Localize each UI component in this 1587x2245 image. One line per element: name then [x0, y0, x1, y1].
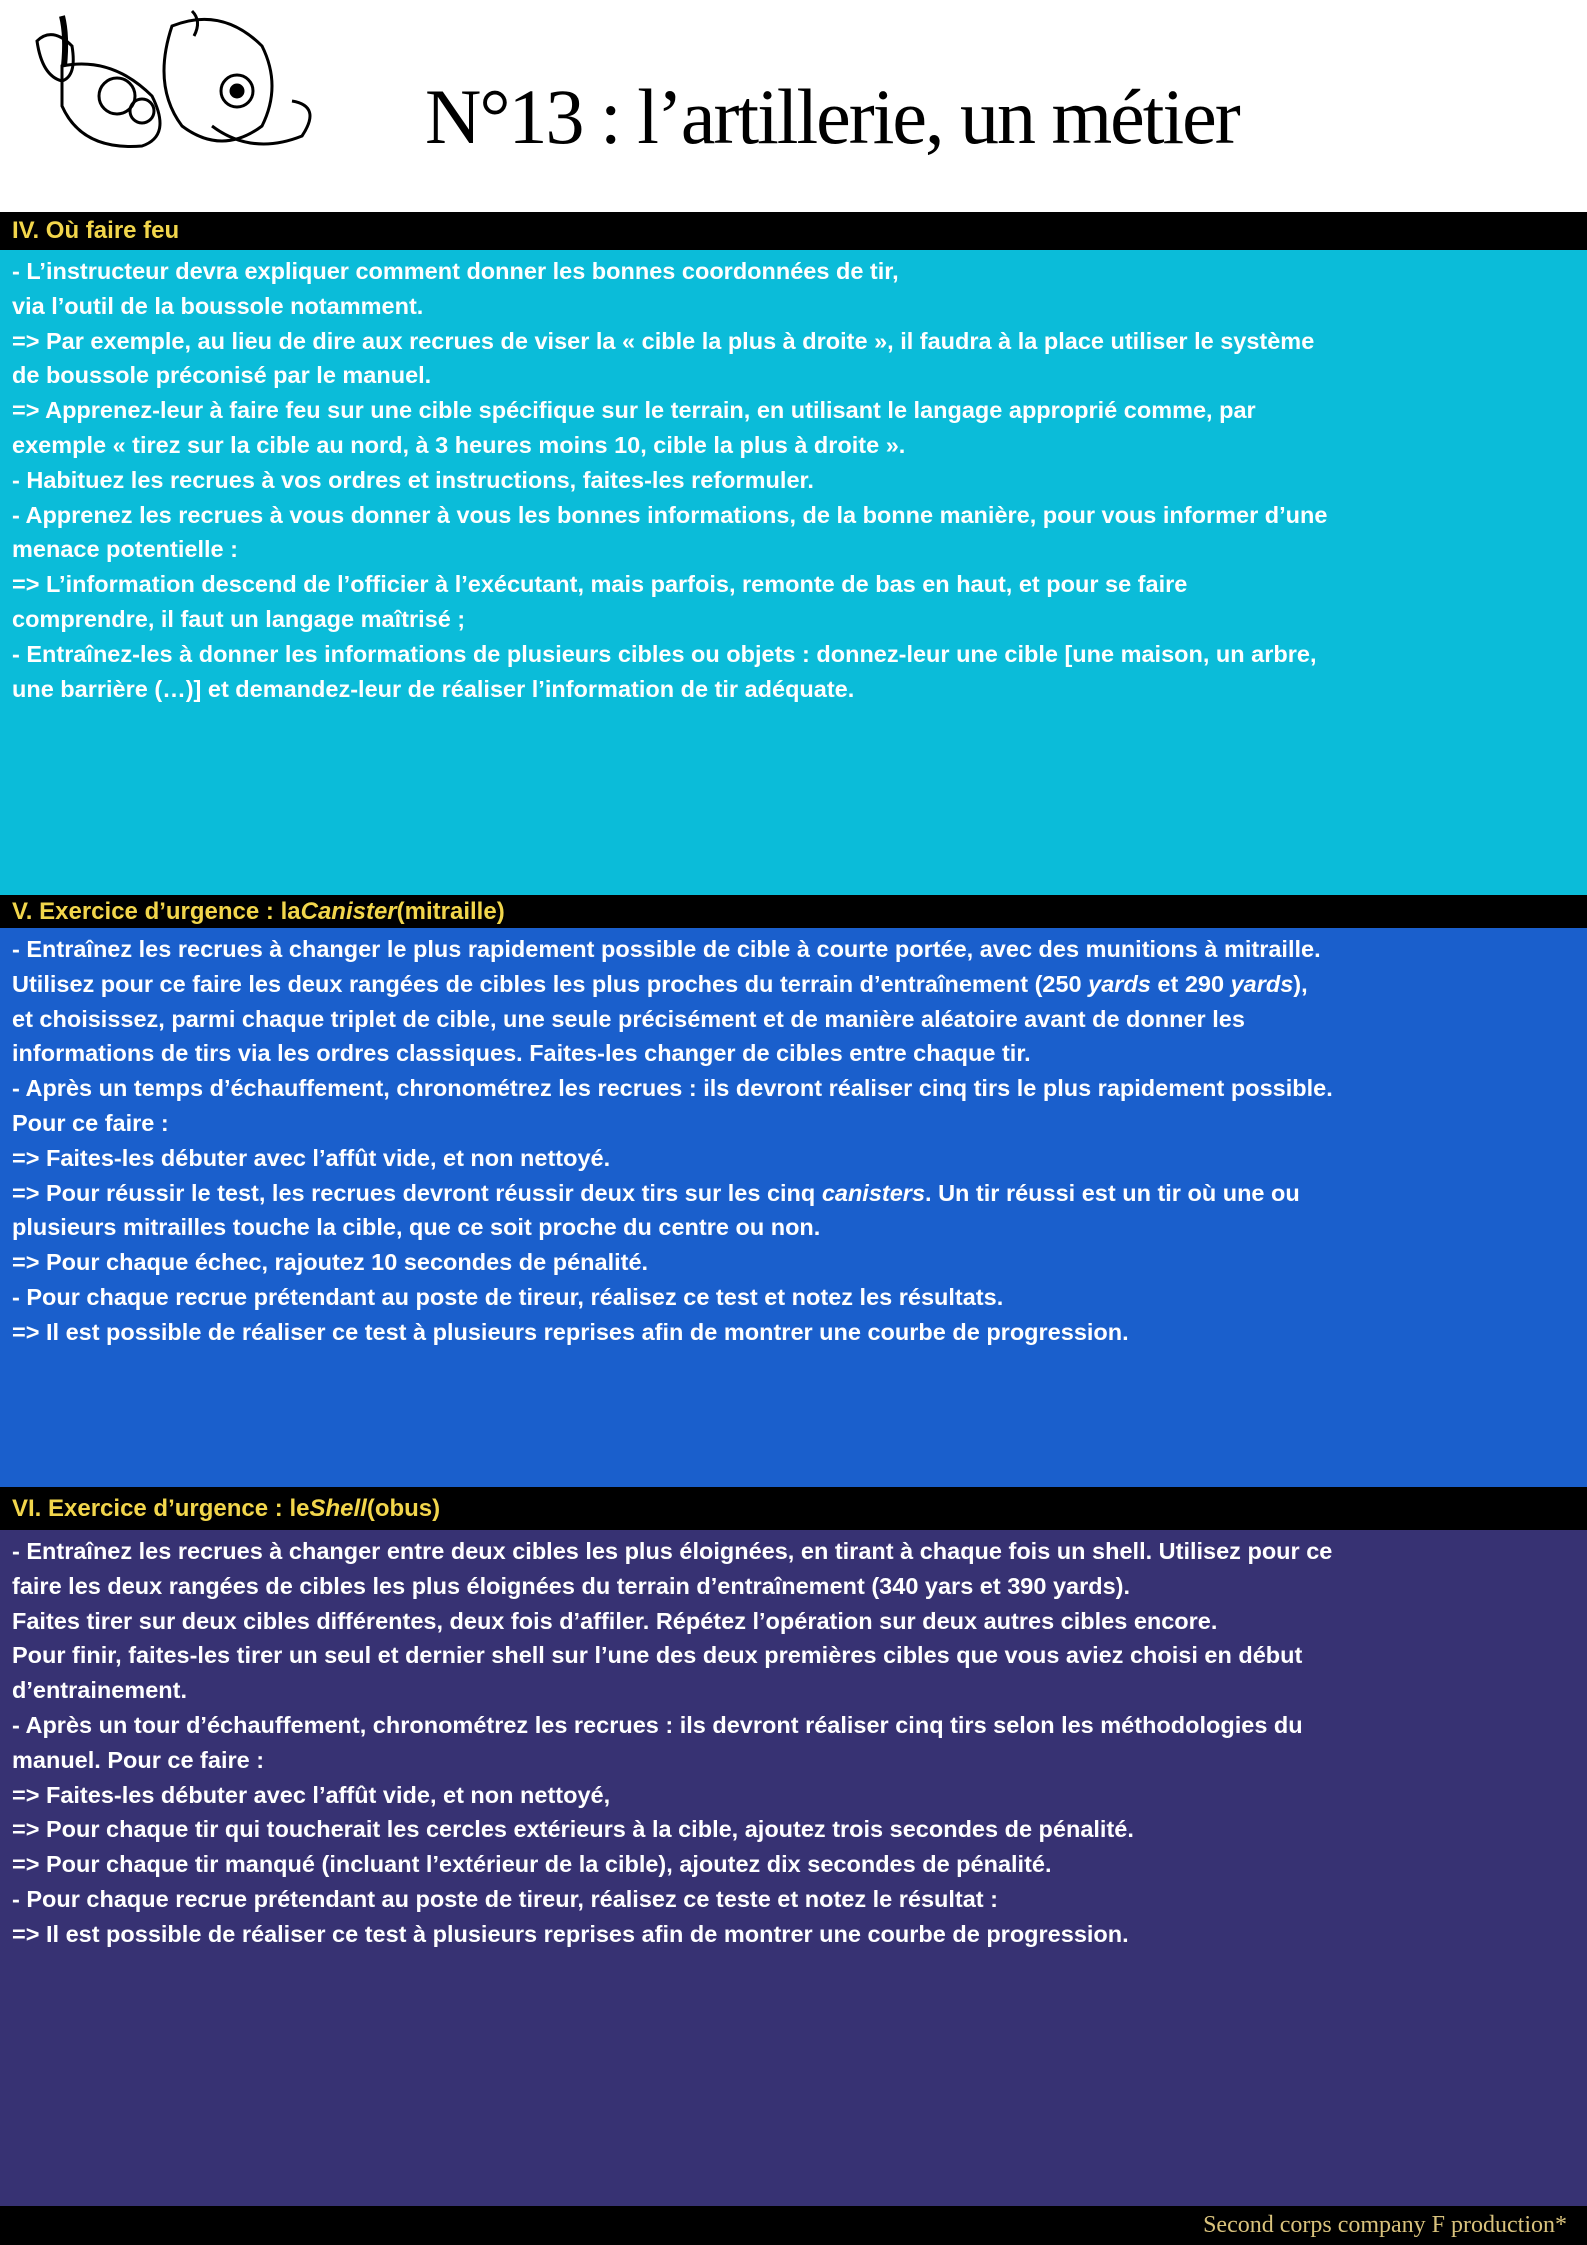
text-segment: => Pour chaque échec, rajoutez 10 secondes de pénalité.	[12, 1249, 649, 1276]
text-segment: menace potentielle :	[12, 536, 238, 563]
text-line	[12, 254, 1587, 289]
text-segment: - Pour chaque recrue prétendant au poste de tireur, réalisez ce teste et notez le résultat :	[12, 1885, 998, 1912]
text-line	[12, 324, 1587, 359]
text-line	[12, 1534, 1587, 1569]
text-line	[12, 358, 1587, 393]
text-segment: d’entrainement.	[12, 1677, 187, 1704]
text-segment: et 290	[1150, 970, 1231, 997]
text-segment: => Pour chaque tir manqué (incluant l’extérieur de la cible), ajoutez dix secondes de pénalité.	[12, 1851, 1052, 1878]
text-line	[12, 1071, 1587, 1106]
text-line	[12, 1141, 1587, 1176]
text-line	[12, 1778, 1587, 1813]
text-line	[12, 1847, 1587, 1882]
section-body-v	[0, 928, 1587, 1487]
text-line	[12, 1638, 1587, 1673]
text-line	[12, 567, 1587, 602]
text-segment: une barrière (…)] et demandez-leur de réaliser l’information de tir adéquate.	[12, 675, 855, 702]
text-segment: et choisissez, parmi chaque triplet de cible, une seule précisément et de manière aléatoire avant de donner les	[12, 1005, 1245, 1032]
text-line	[12, 1604, 1587, 1639]
text-segment: V. Exercice d’urgence : la	[12, 897, 301, 925]
text-segment: => Par exemple, au lieu de dire aux recrues de viser la « cible la plus à droite », il faudra à la place utiliser le système	[12, 327, 1315, 354]
text-segment: - Habituez les recrues à vos ordres et instructions, faites-les reformuler.	[12, 466, 814, 493]
text-line	[12, 1002, 1587, 1037]
text-segment: manuel. Pour ce faire :	[12, 1746, 265, 1773]
text-line	[12, 1882, 1587, 1917]
text-segment: exemple « tirez sur la cible au nord, à 3 heures moins 10, cible la plus à droite ».	[12, 431, 906, 458]
footer	[0, 2206, 1587, 2245]
italic-text: Canister	[300, 897, 397, 925]
text-segment: via l’outil de la boussole notamment.	[12, 292, 424, 319]
text-segment: - Entraînez les recrues à changer entre deux cibles les plus éloignées, en tirant à chaque fois un shell. Utilisez pour ce	[12, 1538, 1333, 1564]
page-title: N°13 : l’artillerie, un métier	[425, 73, 1239, 160]
text-line	[12, 1743, 1587, 1778]
text-segment: - Pour chaque recrue prétendant au poste de tireur, réalisez ce test et notez les résultats.	[12, 1283, 1004, 1310]
text-segment: - Entraînez les recrues à changer le plus rapidement possible de cible à courte portée, avec des munitions à mitraille.	[12, 936, 1321, 962]
text-line	[12, 967, 1587, 1002]
text-segment: => Pour chaque tir qui toucherait les cercles extérieurs à la cible, ajoutez trois secondes de pénalité.	[12, 1816, 1134, 1843]
section-body-vi	[0, 1530, 1587, 2206]
text-segment: Faites tirer sur deux cibles différentes, deux fois d’affiler. Répétez l’opération sur deux autres cibles encore.	[12, 1607, 1218, 1634]
text-segment: IV. Où faire feu	[12, 217, 180, 244]
text-segment: => Il est possible de réaliser ce test à plusieurs reprises afin de montrer une courbe de progression.	[12, 1318, 1129, 1345]
text-segment: VI. Exercice d’urgence : le	[12, 1494, 310, 1522]
text-line	[12, 1569, 1587, 1604]
italic-text: Shell	[309, 1494, 367, 1522]
text-line	[12, 289, 1587, 324]
section-heading-iv	[0, 212, 1587, 250]
text-line	[12, 1106, 1587, 1141]
cartoon-chipmunk-logo	[22, 6, 332, 156]
text-line	[12, 1673, 1587, 1708]
text-line	[12, 428, 1587, 463]
text-segment: . Un tir réussi est un tir où une ou	[925, 1179, 1300, 1206]
section-body-iv	[0, 250, 1587, 895]
text-line	[12, 932, 1587, 967]
text-segment: => Faites-les débuter avec l’affût vide, et non nettoyé,	[12, 1781, 611, 1808]
text-segment: Pour ce faire :	[12, 1109, 169, 1136]
text-segment: => Pour réussir le test, les recrues devront réussir deux tirs sur les cinq	[12, 1179, 822, 1206]
text-segment: informations de tirs via les ordres classiques. Faites-les changer de cibles entre chaque tir.	[12, 1040, 1031, 1067]
text-line	[12, 1708, 1587, 1743]
text-segment: - L’instructeur devra expliquer comment donner les bonnes coordonnées de tir,	[12, 258, 899, 284]
text-segment: Pour finir, faites-les tirer un seul et dernier shell sur l’une des deux premières cibles que vous aviez choisi en début	[12, 1642, 1303, 1669]
text-segment: => Il est possible de réaliser ce test à plusieurs reprises afin de montrer une courbe de progression.	[12, 1920, 1129, 1947]
text-line	[12, 393, 1587, 428]
text-segment: => Apprenez-leur à faire feu sur une cible spécifique sur le terrain, en utilisant le langage approprié comme, par	[12, 397, 1256, 424]
text-segment: - Apprenez les recrues à vous donner à vous les bonnes informations, de la bonne manière, pour vous informer d’une	[12, 501, 1328, 528]
text-segment: Utilisez pour ce faire les deux rangées de cibles les plus proches du terrain d’entraînement (250	[12, 970, 1089, 997]
text-segment: (obus)	[366, 1494, 441, 1522]
text-line	[12, 1280, 1587, 1315]
section-heading-vi	[0, 1487, 1587, 1530]
text-segment: plusieurs mitrailles touche la cible, que ce soit proche du centre ou non.	[12, 1214, 821, 1241]
text-segment: ),	[1293, 970, 1308, 997]
text-segment: - Entraînez-les à donner les informations de plusieurs cibles ou objets : donnez-leur une cible [une maison, un arbre,	[12, 640, 1317, 667]
italic-text: yards	[1088, 970, 1151, 997]
text-segment: faire les deux rangées de cibles les plus éloignées du terrain d’entraînement (340 yars et 390 yards).	[12, 1572, 1131, 1599]
italic-text: canisters	[821, 1179, 926, 1206]
italic-text: yards	[1230, 970, 1294, 997]
text-segment: comprendre, il faut un langage maîtrisé ;	[12, 605, 466, 632]
footer-credit: Second corps company F production*	[1203, 2212, 1567, 2238]
section-heading-v	[0, 895, 1587, 928]
text-line	[12, 1917, 1587, 1952]
text-segment: => L’information descend de l’officier à l’exécutant, mais parfois, remonte de bas en haut, et pour se faire	[12, 571, 1188, 598]
text-line	[12, 1036, 1587, 1071]
text-segment: de boussole préconisé par le manuel.	[12, 362, 432, 389]
text-line	[12, 1176, 1587, 1211]
text-line	[12, 637, 1587, 672]
text-line	[12, 672, 1587, 707]
text-line	[12, 602, 1587, 637]
text-segment: - Après un temps d’échauffement, chronométrez les recrues : ils devront réaliser cinq tirs le plus rapidement possible.	[12, 1075, 1333, 1102]
text-line	[12, 1812, 1587, 1847]
text-segment: - Après un tour d’échauffement, chronométrez les recrues : ils devront réaliser cinq tirs selon les méthodologies du	[12, 1711, 1303, 1738]
text-line	[12, 1210, 1587, 1245]
text-line	[12, 532, 1587, 567]
text-segment: => Faites-les débuter avec l’affût vide, et non nettoyé.	[12, 1144, 611, 1171]
text-line	[12, 498, 1587, 533]
text-line	[12, 1245, 1587, 1280]
text-line	[12, 463, 1587, 498]
text-line	[12, 1315, 1587, 1350]
text-segment: (mitraille)	[396, 897, 505, 925]
